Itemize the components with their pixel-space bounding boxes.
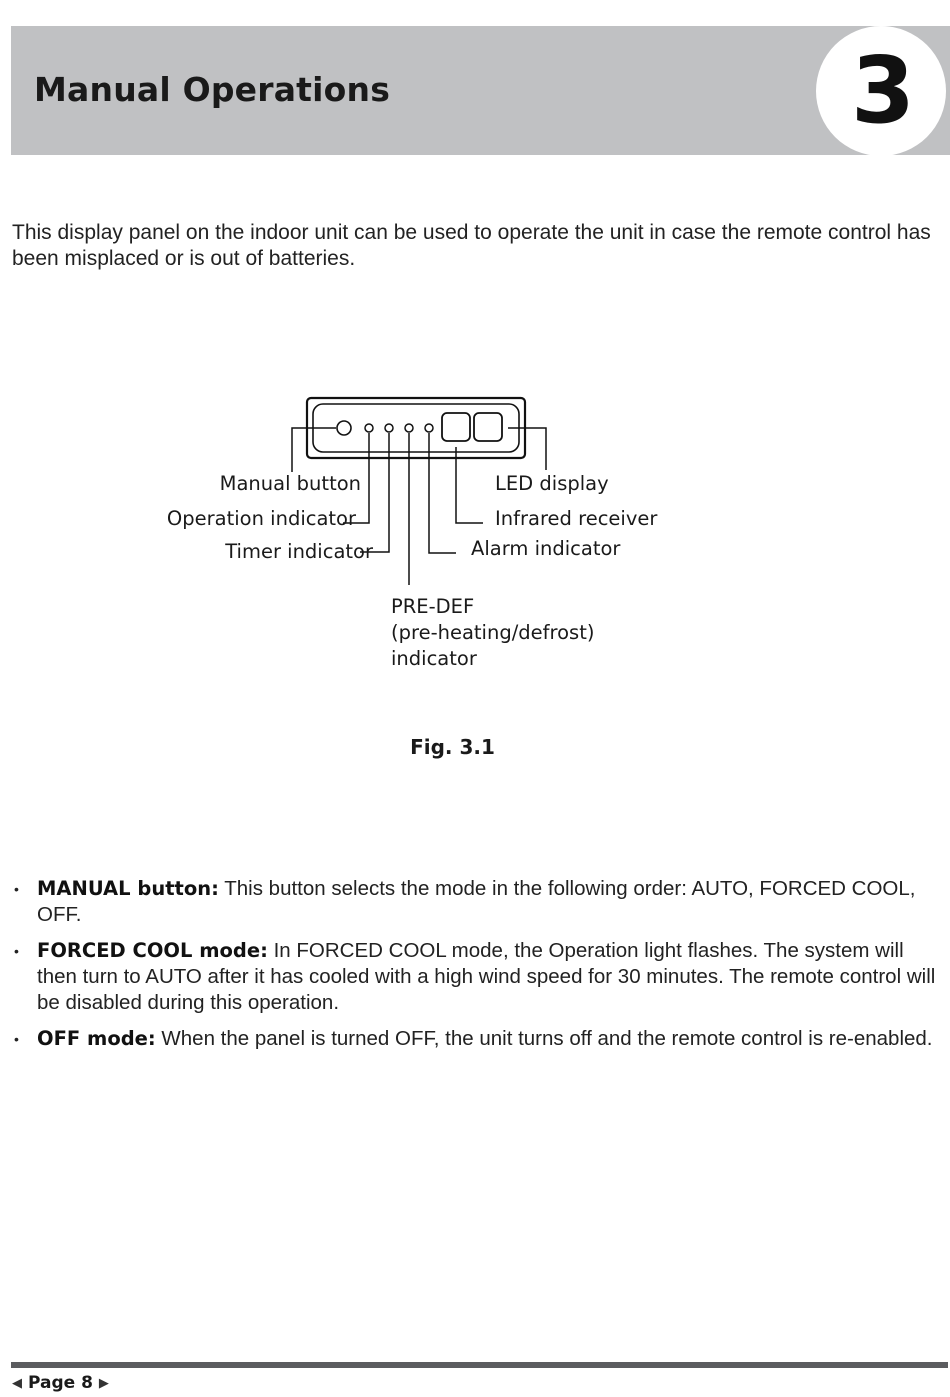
manual-button-icon bbox=[337, 421, 351, 435]
display-panel-diagram bbox=[0, 380, 950, 680]
triangle-right-icon[interactable]: ▶ bbox=[98, 1375, 109, 1391]
list-item bbox=[12, 1026, 947, 1052]
intro-paragraph: This display panel on the indoor unit can be used to operate the unit in case the remote control has been misplaced or is out of batteries. bbox=[12, 221, 931, 270]
mode-list bbox=[12, 876, 947, 1062]
label-alarm-indicator: Alarm indicator bbox=[471, 537, 621, 560]
panel-outer bbox=[307, 398, 525, 458]
label-predef-line3: indicator bbox=[391, 647, 477, 670]
operation-indicator-icon bbox=[365, 424, 373, 432]
leader-alarm-indicator bbox=[429, 433, 456, 553]
leader-led-display bbox=[508, 428, 546, 470]
list-item-text: In FORCED COOL mode, the Operation light flashes. The system will then turn to AUTO after it has cooled with a high wind speed for 30 minutes. The remote control will be disabled during this operation. bbox=[37, 939, 936, 1014]
bullet-icon: • bbox=[14, 881, 19, 897]
label-operation-indicator: Operation indicator bbox=[166, 507, 356, 530]
triangle-left-icon[interactable]: ◀ bbox=[12, 1375, 22, 1391]
infrared-receiver-window bbox=[442, 413, 470, 441]
list-item bbox=[12, 876, 947, 928]
label-manual-button: Manual button bbox=[219, 472, 361, 495]
label-predef-line1: PRE-DEF bbox=[391, 595, 475, 618]
list-item-term: MANUAL button: bbox=[37, 877, 219, 900]
figure-caption: Fig. 3.1 bbox=[410, 735, 495, 759]
list-item-term: FORCED COOL mode: bbox=[37, 939, 268, 962]
leader-manual-button bbox=[292, 428, 336, 472]
page-number: Page 8 bbox=[28, 1373, 93, 1393]
bullet-icon: • bbox=[14, 1031, 19, 1047]
leader-timer-indicator bbox=[360, 433, 389, 552]
bullet-icon: • bbox=[14, 943, 19, 959]
label-predef-line2: (pre-heating/defrost) bbox=[391, 621, 595, 644]
label-infrared-receiver: Infrared receiver bbox=[495, 507, 658, 530]
list-item-term: OFF mode: bbox=[37, 1027, 156, 1050]
timer-indicator-icon bbox=[385, 424, 393, 432]
label-timer-indicator: Timer indicator bbox=[225, 540, 373, 563]
list-item-text: When the panel is turned OFF, the unit turns off and the remote control is re-enabled. bbox=[155, 1027, 933, 1050]
led-display-window bbox=[474, 413, 502, 441]
panel-inner bbox=[313, 404, 519, 452]
list-item-text: This button selects the mode in the following order: AUTO, FORCED COOL, OFF. bbox=[37, 877, 916, 926]
alarm-indicator-icon bbox=[425, 424, 433, 432]
predef-indicator-icon bbox=[405, 424, 413, 432]
page-title: Manual Operations bbox=[34, 70, 391, 109]
page-footer bbox=[12, 1373, 109, 1393]
label-led-display: LED display bbox=[495, 472, 609, 495]
footer-rule bbox=[11, 1362, 948, 1368]
chapter-number: 3 bbox=[850, 37, 915, 144]
list-item bbox=[12, 938, 947, 1016]
